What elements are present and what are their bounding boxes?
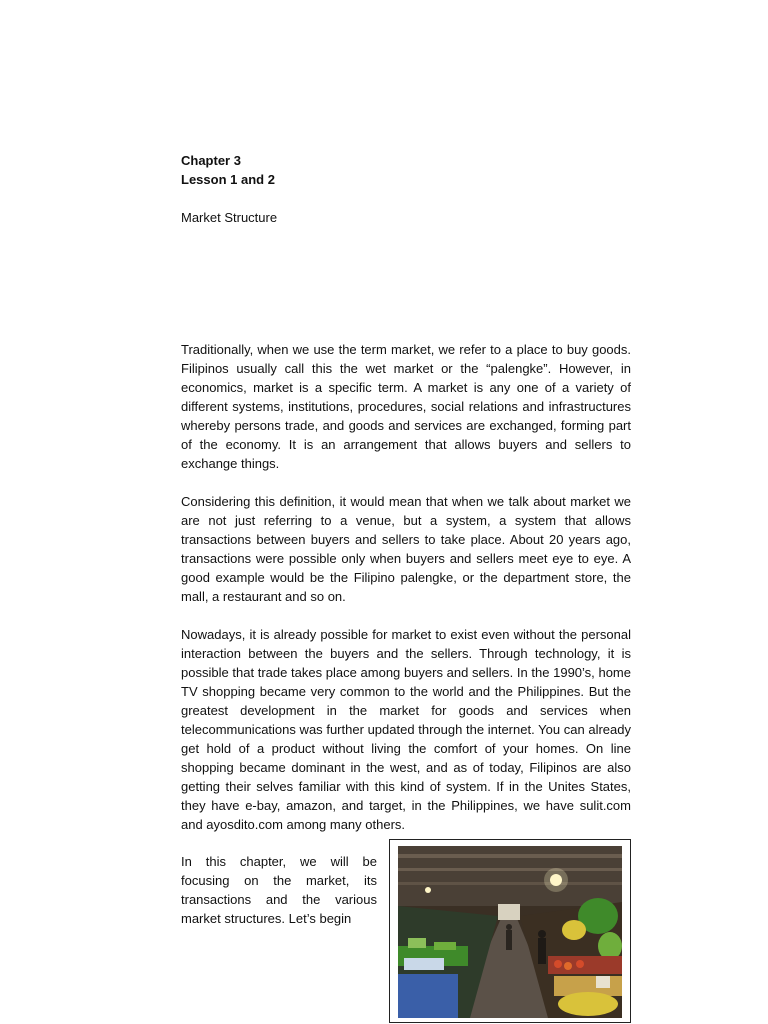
paragraph-4: In this chapter, we will be focusing on the market, its transactions and the various market structures. Let’s begin xyxy=(181,854,377,926)
market-photo xyxy=(398,846,622,1018)
wet-market-illustration xyxy=(398,846,622,1018)
market-photo-frame xyxy=(389,839,631,1023)
paragraph-2: Considering this definition, it would mean that when we talk about market we are not just referring to a venue, but a system, a system that allows transactions between buyers and sellers to take place. About 20 years ago, transactions were possible only when buyers and sellers meet eye to eye. A good example would be the Filipino palengke, or the department store, the mall, a restaurant and so on. xyxy=(181,494,631,604)
blue-tarp-shape xyxy=(398,974,458,1018)
paragraph-3: Nowadays, it is already possible for market to exist even without the personal interaction between the buyers and the sellers. Through technology, it is possible that trade takes place among buyers and sellers. In the 1990’s, home TV shopping became very common to the world and the Philippines. But the greatest development in the market for goods and services when telecommunications was further updated through the internet. You can already get hold of a product without living the comfort of your homes. On line shopping became dominant in the west, and as of today, Filipinos are also getting their selves familiar with this kind of system. If in the Unites States, they have e-bay, amazon, and target, in the Philippines, we have sulit.com and ayosdito.com among many others. xyxy=(181,627,631,832)
lesson-title: Lesson 1 and 2 xyxy=(181,172,275,187)
paragraph-1: Traditionally, when we use the term market, we refer to a place to buy goods. Filipinos usually call this the wet market or the “palengke”. However, in economics, market is a specific term. A market is any one of a variety of different systems, institutions, procedures, social relations and infrastructures whereby persons trade, and goods and services are exchanged, forming part of the economy. It is an arrangement that allows buyers and sellers to exchange things. xyxy=(181,342,631,471)
topic-title: Market Structure xyxy=(181,210,278,225)
chapter-title: Chapter 3 xyxy=(181,153,241,168)
